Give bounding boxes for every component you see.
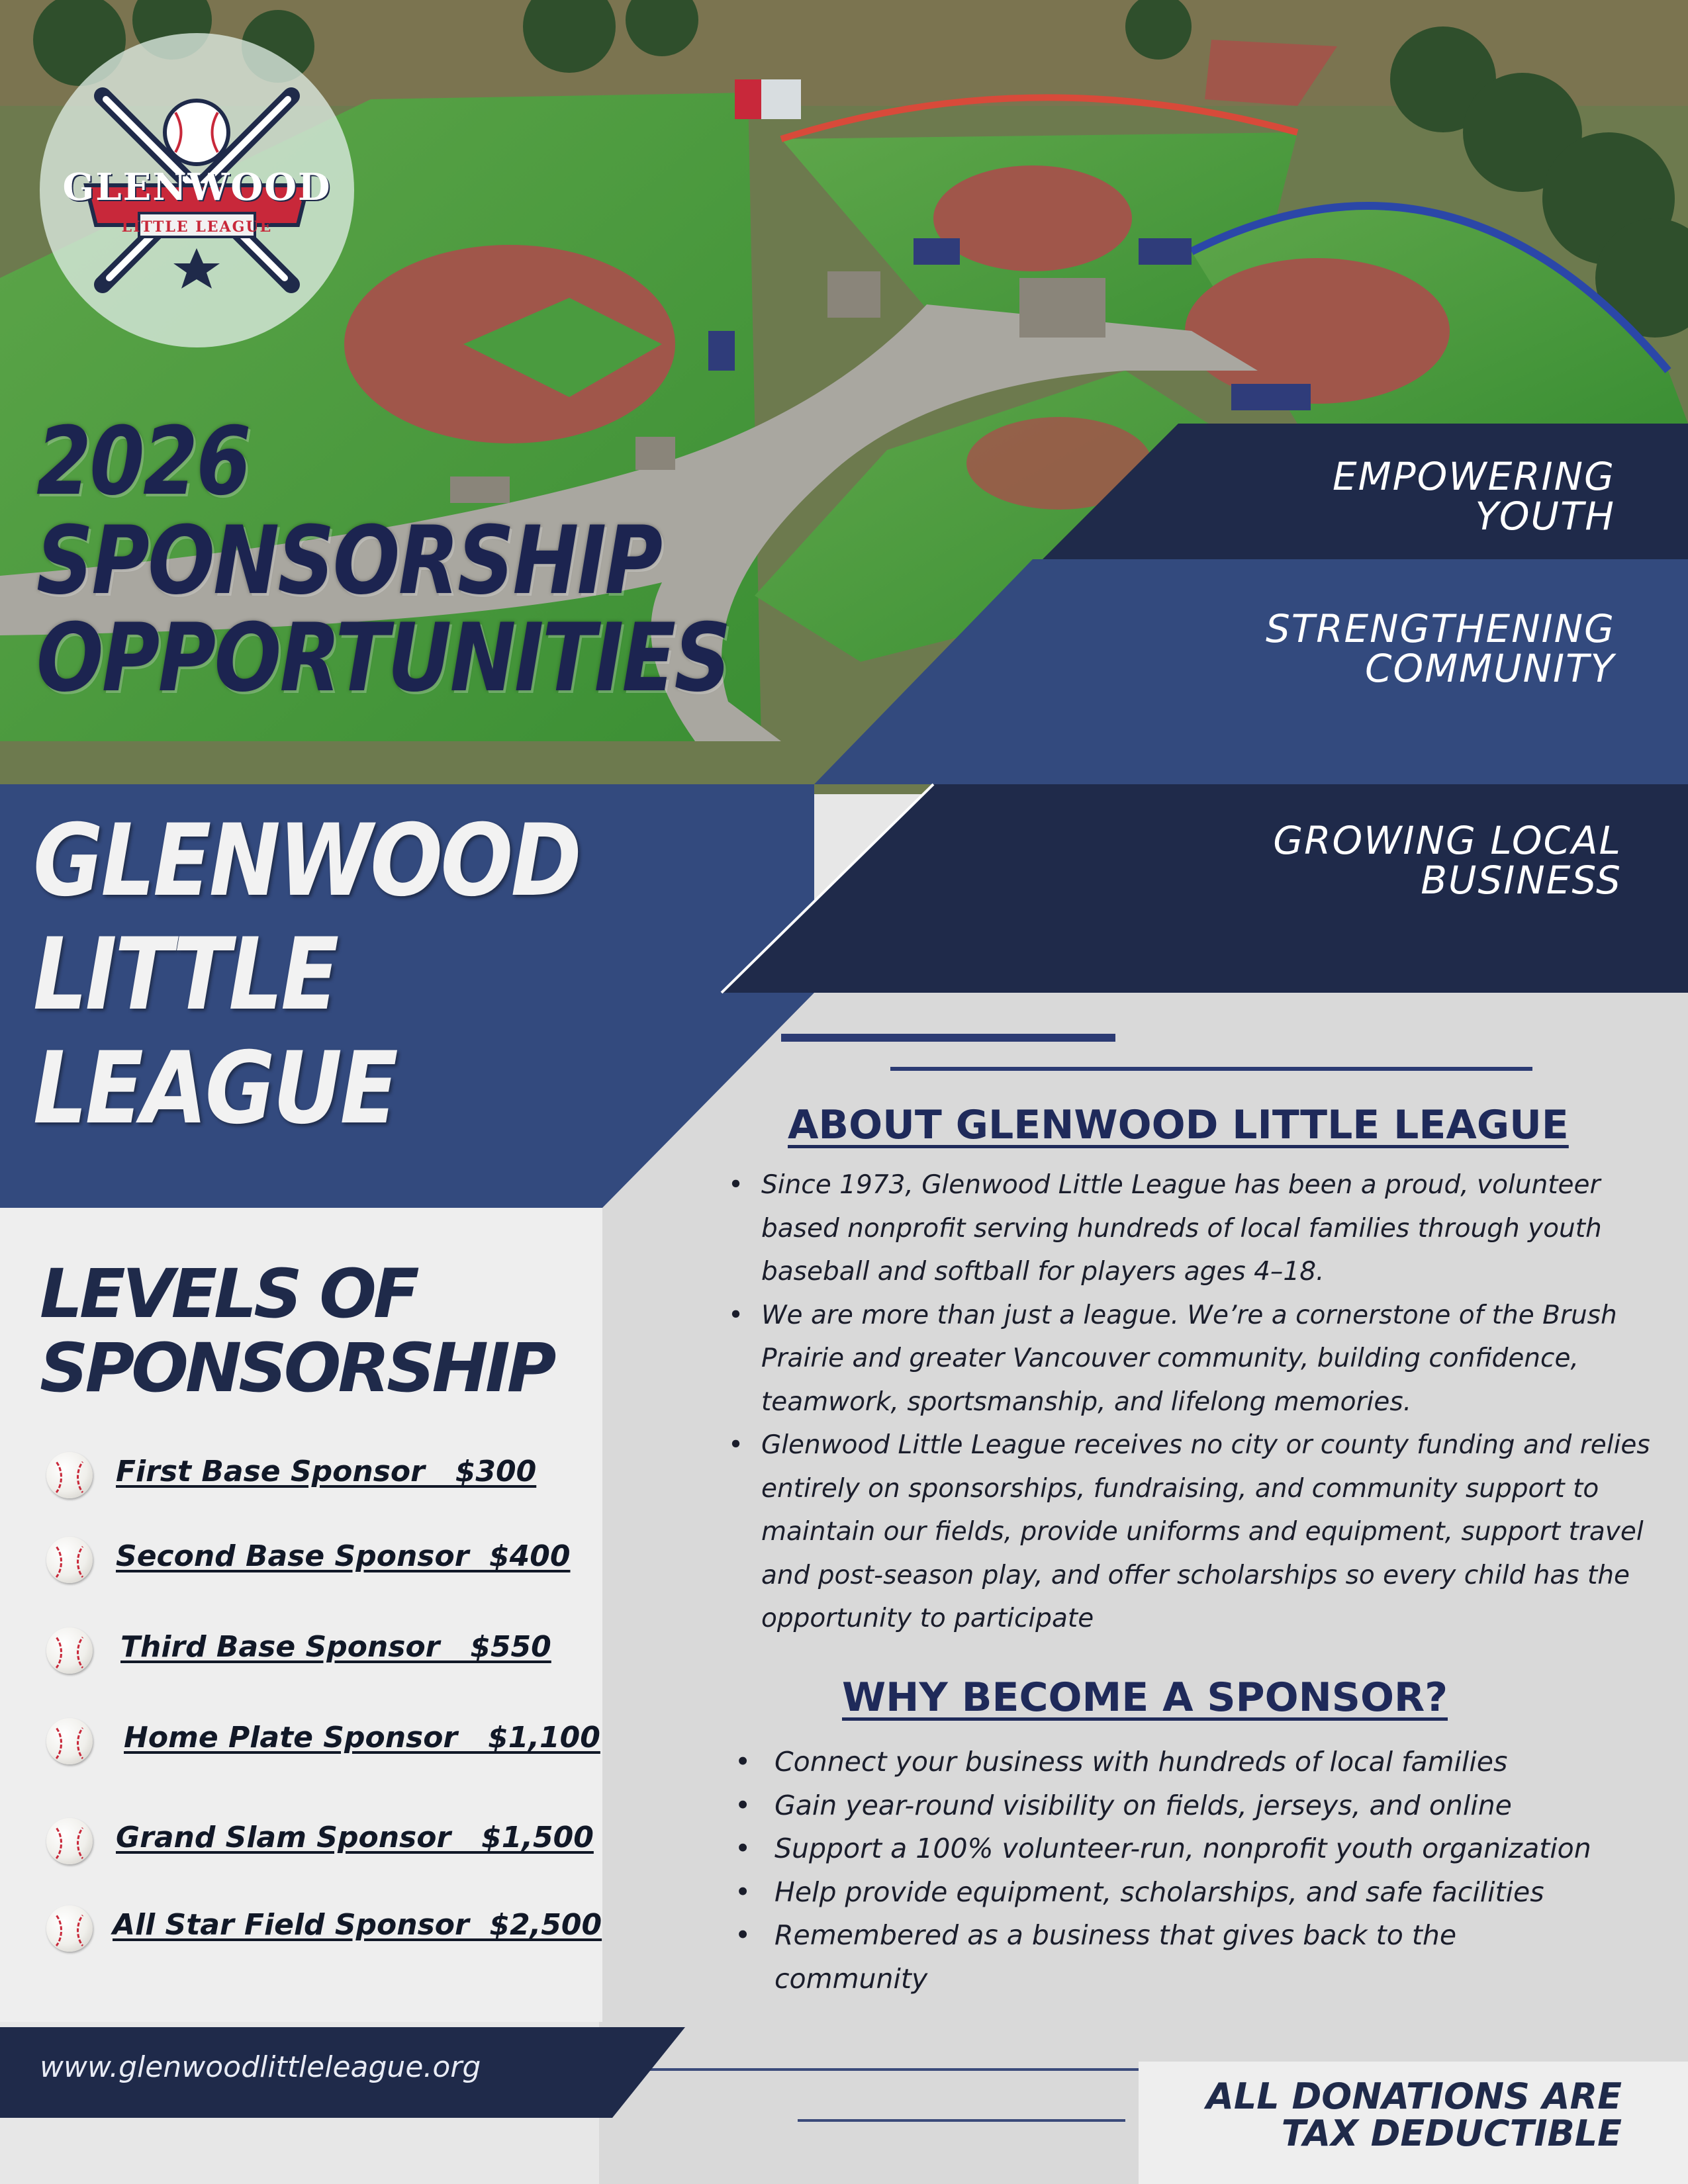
- list-item: • Support a 100% volunteer-run, nonprofit youth organization: [731, 1827, 1658, 1871]
- about-list: [728, 1163, 1655, 1641]
- baseball-icon: [46, 1905, 93, 1952]
- level-label: Grand Slam Sponsor $1,500: [116, 1821, 594, 1854]
- tax-deductible-line1: ALL DONATIONS ARE: [1206, 2075, 1622, 2117]
- levels-title: LEVELS OF SPONSORSHIP: [40, 1255, 553, 1408]
- list-item: • Glenwood Little League receives no city or county funding and relies entirely on sponsorships, fundraising, and community support to maintain our fields, provide uniforms and equipment, support travel and post-season play, and offer scholarships so every child has the opportunity to participate: [728, 1424, 1655, 1641]
- list-item: • Gain year-round visibility on fields, jerseys, and online: [731, 1784, 1658, 1828]
- logo-subtitle: LITTLE LEAGUE: [121, 218, 273, 236]
- baseball-icon: [46, 1537, 93, 1583]
- baseball-icon: [46, 1452, 93, 1498]
- level-label: First Base Sponsor $300: [116, 1455, 537, 1488]
- list-item: • Remembered as a business that gives back to the community: [731, 1914, 1523, 2001]
- baseball-icon: [46, 1818, 93, 1864]
- tagline-strengthening-community: STRENGTHENING COMMUNITY: [1265, 606, 1615, 691]
- list-item: • Since 1973, Glenwood Little League has been a proud, volunteer based nonprofit serving hundreds of local families through youth baseball and softball for players ages 4–18.: [728, 1163, 1655, 1294]
- tax-deductible-line2: TAX DEDUCTIBLE: [1281, 2113, 1622, 2154]
- list-item: • Help provide equipment, scholarships, and safe facilities: [731, 1871, 1658, 1915]
- about-title: ABOUT GLENWOOD LITTLE LEAGUE: [788, 1102, 1569, 1148]
- level-label: Home Plate Sponsor $1,100: [124, 1721, 600, 1754]
- why-sponsor-list: [731, 1741, 1658, 2001]
- baseball-icon: [46, 1718, 93, 1764]
- logo-title: GLENWOOD: [62, 165, 332, 209]
- website-link[interactable]: www.glenwoodlittleleague.org: [40, 2050, 481, 2084]
- level-label: All Star Field Sponsor $2,500: [113, 1908, 602, 1942]
- level-label: Second Base Sponsor $400: [116, 1539, 571, 1573]
- list-item: • We are more than just a league. We’re a cornerstone of the Brush Prairie and greater Vancouver community, building confidence, teamwork, sportsmanship, and lifelong memories.: [728, 1294, 1655, 1424]
- tagline-empowering-youth: EMPOWERING YOUTH: [1332, 454, 1615, 539]
- heading-year: 2026: [36, 407, 250, 516]
- level-label: Third Base Sponsor $550: [120, 1630, 551, 1664]
- league-title: GLENWOOD LITTLE LEAGUE: [33, 803, 580, 1146]
- why-sponsor-title: WHY BECOME A SPONSOR?: [842, 1674, 1448, 1721]
- list-item: • Connect your business with hundreds of local families: [731, 1741, 1658, 1784]
- heading-sponsorship: SPONSORSHIP: [36, 506, 661, 615]
- tagline-growing-business: GROWING LOCAL BUSINESS: [1273, 818, 1622, 903]
- heading-opportunities: OPPORTUNITIES: [36, 604, 729, 713]
- baseball-icon: [46, 1627, 93, 1674]
